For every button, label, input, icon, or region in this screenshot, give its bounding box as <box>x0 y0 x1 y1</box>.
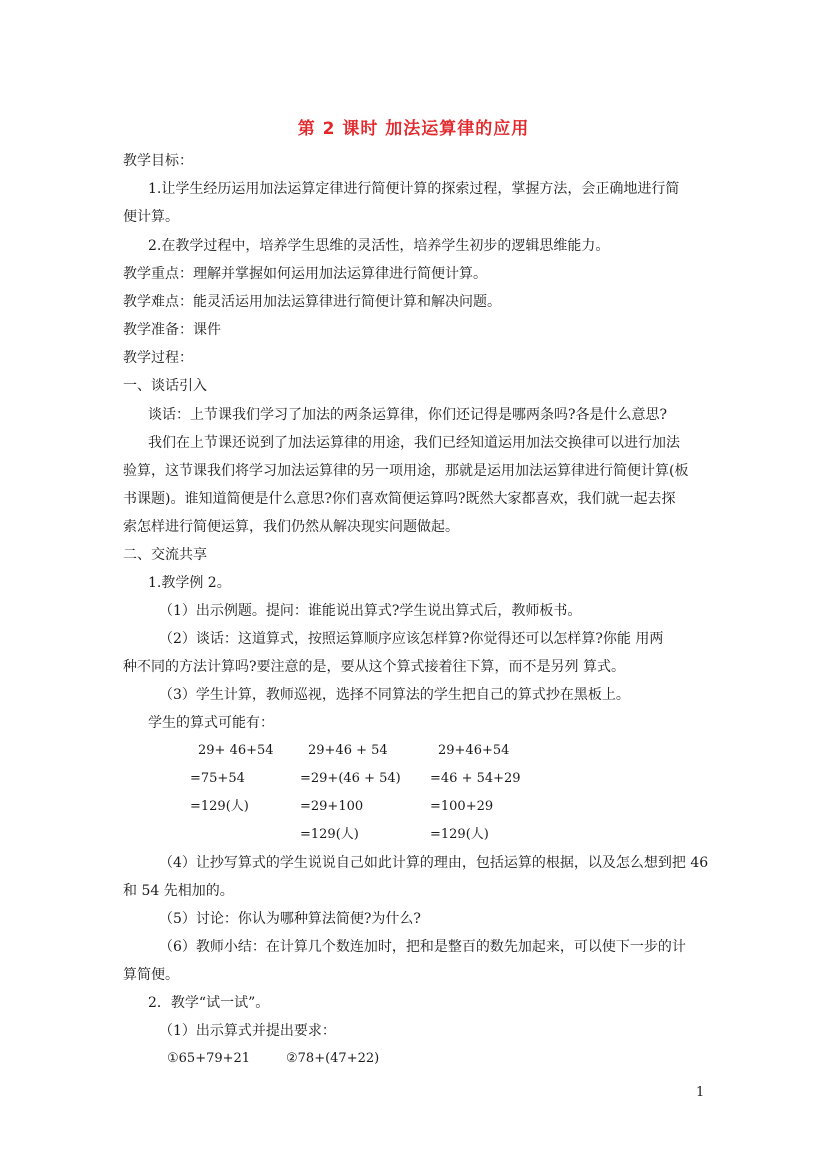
step-4-line-2: 和 54 先相加的。 <box>123 883 234 899</box>
objective-1-line-2: 便计算。 <box>123 209 179 225</box>
section-2-heading: 二、交流共享 <box>123 547 207 563</box>
step-3: （3）学生计算，教师巡视，选择不同算法的学生把自己的算式抄在黑板上。 <box>159 687 630 703</box>
calc-col1-row2: =75+54 <box>190 771 245 786</box>
try-step-1: （1）出示算式并提出要求： <box>159 1023 336 1039</box>
calc-col3-row1: 29+46+54 <box>438 743 510 758</box>
process-heading: 教学过程： <box>123 350 193 366</box>
objective-2: 2.在教学过程中，培养学生思维的灵活性，培养学生初步的逻辑思维能力。 <box>148 238 610 254</box>
talk-paragraph-2-line-1: 我们在上节课还说到了加法运算律的用途，我们已经知道运用加法交换律可以进行加法 <box>148 435 680 451</box>
calc-col3-row2: =46 + 54+29 <box>430 771 521 786</box>
step-2-line-1: （2）谈话：这道算式，按照运算顺序应该怎样算?你觉得还可以怎样算?你能 用两 <box>159 631 664 647</box>
step-5: （5）讨论：你认为哪种算法简便?为什么? <box>159 911 421 927</box>
page-number: 1 <box>696 1085 705 1100</box>
calc-col2-row4: =129(人) <box>300 827 359 842</box>
possible-formulas-label: 学生的算式可能有： <box>148 715 274 731</box>
try-it-heading: 2．教学“试一试”。 <box>148 995 270 1011</box>
calc-col1-row3: =129(人) <box>190 799 249 814</box>
objective-1-line-1: 1.让学生经历运用加法运算定律进行简便计算的探索过程，掌握方法，会正确地进行简 <box>148 181 680 197</box>
preparation: 教学准备：课件 <box>123 322 221 338</box>
calc-col2-row3: =29+100 <box>300 799 364 814</box>
calc-col2-row1: 29+46 + 54 <box>308 743 388 758</box>
step-6-line-1: （6）教师小结：在计算几个数连加时，把和是整百的数先加起来，可以使下一步的计 <box>159 939 686 955</box>
calc-col3-row3: =100+29 <box>430 799 494 814</box>
talk-paragraph-2-line-4: 索怎样进行简便运算，我们仍然从解决现实问题做起。 <box>123 519 459 535</box>
difficulty: 教学难点：能灵活运用加法运算律进行简便计算和解决问题。 <box>123 294 501 310</box>
calc-col2-row2: =29+(46 + 54) <box>300 771 401 786</box>
calc-col1-row1: 29+ 46+54 <box>198 743 274 758</box>
try-expression-2: ②78+(47+22) <box>286 1051 380 1066</box>
try-expression-1: ①65+79+21 <box>167 1051 251 1066</box>
step-1: （1）出示例题。提问：谁能说出算式?学生说出算式后，教师板书。 <box>159 603 582 619</box>
calc-col3-row4: =129(人) <box>430 827 489 842</box>
talk-paragraph-1: 谈话：上节课我们学习了加法的两条运算律，你们还记得是哪两条吗?各是什么意思? <box>148 407 668 423</box>
step-2-line-2: 种不同的方法计算吗?要注意的是，要从这个算式接着往下算，而不是另列 算式。 <box>123 659 625 675</box>
step-4-line-1: （4）让抄写算式的学生说说自己如此计算的理由，包括运算的根据，以及怎么想到把 46 <box>159 855 709 871</box>
talk-paragraph-2-line-3: 书课题)。谁知道简便是什么意思?你们喜欢简便运算吗?既然大家都喜欢，我们就一起去探 <box>123 491 676 507</box>
talk-paragraph-2-line-2: 验算，这节课我们将学习加法运算律的另一项用途，那就是运用加法运算律进行简便计算(板 <box>123 463 689 479</box>
section-1-heading: 一、谈话引入 <box>123 378 207 394</box>
step-6-line-2: 算简便。 <box>123 967 179 983</box>
lesson-title: 第 2 课时 加法运算律的应用 <box>297 119 530 139</box>
example-2-heading: 1.教学例 2。 <box>148 575 231 591</box>
key-point: 教学重点：理解并掌握如何运用加法运算律进行简便计算。 <box>123 266 487 282</box>
objectives-heading: 教学目标： <box>123 153 193 169</box>
